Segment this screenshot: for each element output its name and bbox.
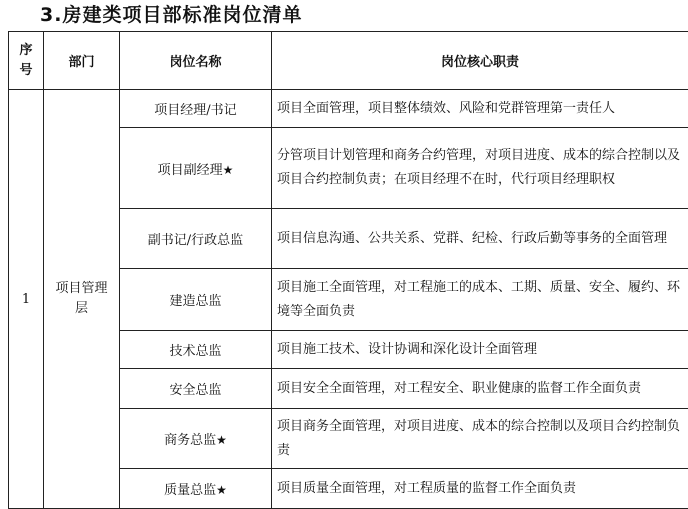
header-duties: 岗位核心职责 xyxy=(272,32,688,90)
position-cell xyxy=(120,369,272,409)
position-cell xyxy=(120,209,272,269)
duty-cell: 项目商务全面管理，对项目进度、成本的综合控制以及项目合约控制负责 xyxy=(272,409,688,469)
duty-cell: 分管项目计划管理和商务合约管理，对项目进度、成本的综合控制以及项目合约控制负责；在项目经理不在时，代行项目经理职权 xyxy=(272,128,688,209)
duty-cell: 项目信息沟通、公共关系、党群、纪检、行政后勤等事务的全面管理 xyxy=(272,209,688,269)
position-name: 安全总监 xyxy=(169,383,221,398)
key-position-star-icon: ★ xyxy=(216,483,227,497)
table-row xyxy=(9,90,688,128)
header-dept: 部门 xyxy=(44,32,120,90)
key-position-star-icon: ★ xyxy=(223,163,234,177)
position-cell xyxy=(120,409,272,469)
position-name: 商务总监 xyxy=(164,433,216,448)
position-table xyxy=(8,31,688,509)
position-cell xyxy=(120,90,272,128)
duty-cell: 项目施工全面管理，对工程施工的成本、工期、质量、安全、履约、环境等全面负责 xyxy=(272,269,688,331)
group-dept xyxy=(44,90,120,509)
position-name: 建造总监 xyxy=(169,294,221,309)
header-position: 岗位名称 xyxy=(120,32,272,90)
position-name: 副书记/行政总监 xyxy=(148,233,243,248)
group-seq: 1 xyxy=(9,90,44,509)
table-header-row xyxy=(9,32,688,90)
duty-cell: 项目安全全面管理，对工程安全、职业健康的监督工作全面负责 xyxy=(272,369,688,409)
position-cell xyxy=(120,128,272,209)
position-cell xyxy=(120,331,272,369)
key-position-star-icon: ★ xyxy=(216,433,227,447)
position-name: 技术总监 xyxy=(169,344,221,359)
duty-cell: 项目全面管理，项目整体绩效、风险和党群管理第一责任人 xyxy=(272,90,688,128)
position-name: 项目经理/书记 xyxy=(154,103,236,118)
header-seq xyxy=(9,32,44,90)
position-name: 项目副经理 xyxy=(158,163,223,178)
position-cell xyxy=(120,269,272,331)
header-seq-label: 序号 xyxy=(19,41,33,81)
duty-cell: 项目施工技术、设计协调和深化设计全面管理 xyxy=(272,331,688,369)
position-name: 质量总监 xyxy=(164,483,216,498)
page-title: 3.房建类项目部标准岗位清单 xyxy=(40,2,302,28)
duty-cell: 项目质量全面管理，对工程质量的监督工作全面负责 xyxy=(272,469,688,509)
group-dept-label: 项目管理层 xyxy=(54,279,110,319)
position-cell xyxy=(120,469,272,509)
